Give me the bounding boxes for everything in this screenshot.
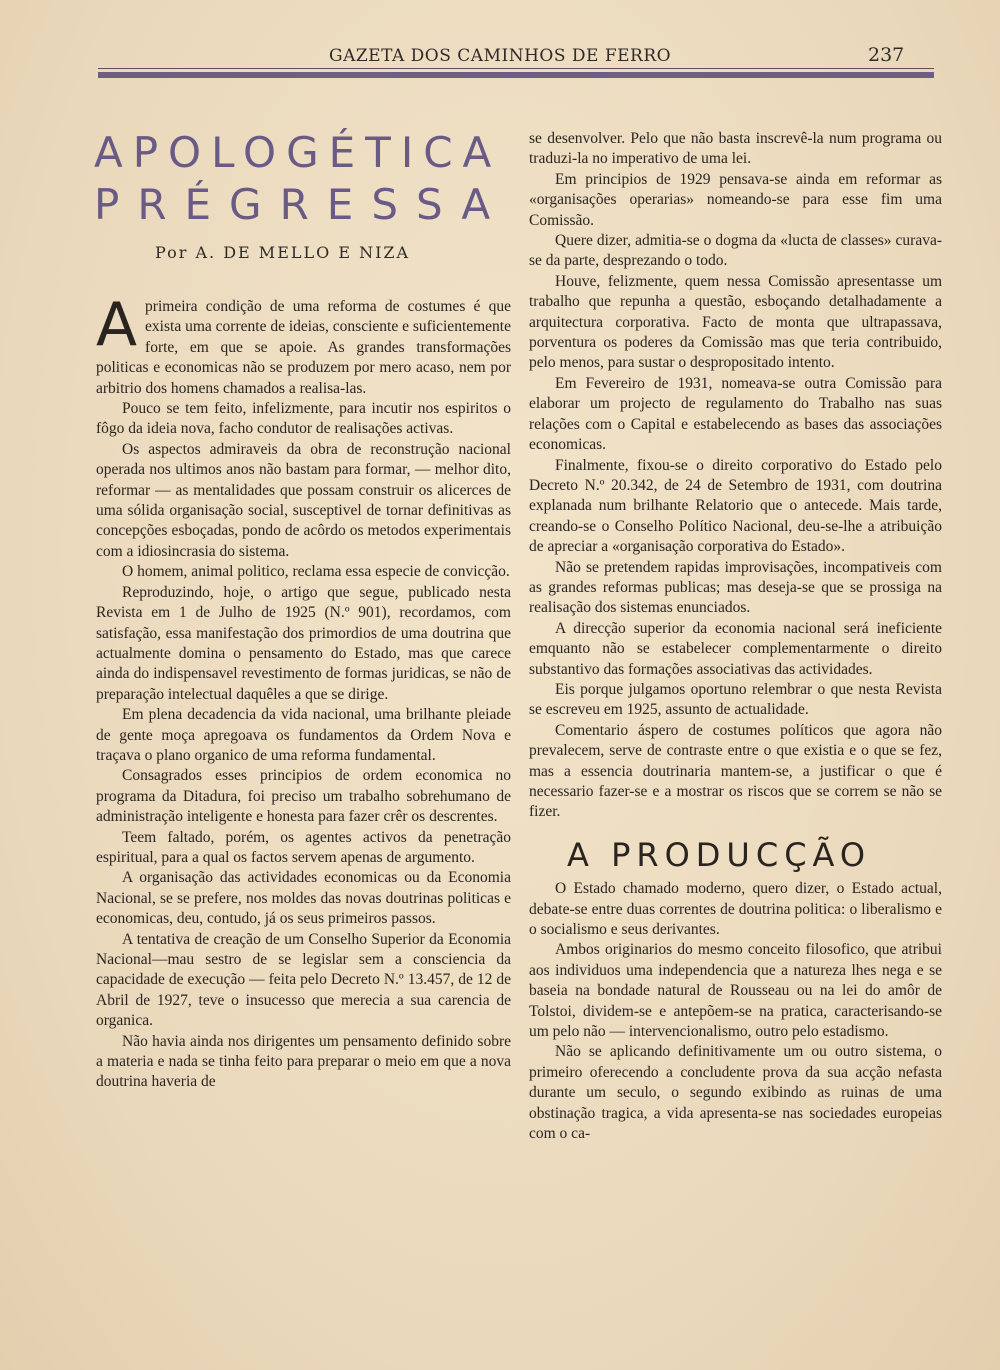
paragraph: se desenvolver. Pelo que não basta inscrevê-la num programa ou traduzi-la no imperativo de uma lei. — [529, 130, 942, 168]
page-number: 237 — [868, 44, 905, 66]
article-byline: Por A. DE MELLO E NIZA — [155, 243, 411, 262]
paragraph: Não havia ainda nos dirigentes um pensamento definido sobre a materia e nada se tinha feito para preparar o meio em que a nova doutrina haveria de — [96, 1032, 511, 1091]
header-rule-thick — [98, 72, 934, 78]
right-column — [529, 129, 942, 1145]
paragraph: O Estado chamado moderno, quero dizer, o Estado actual, debate-se entre duas correntes de doutrina politica: o liberalismo e o socialismo e seus derivantes. — [529, 880, 942, 939]
paragraph: A organisação das actividades economicas ou da Economia Nacional, se se prefere, nos moldes das novas doutrinas politicas e economicas, deu, contudo, já os seus primeiros passos. — [96, 869, 511, 928]
section-heading: A PRODUCÇÃO — [567, 835, 872, 874]
paragraph-text: primeira condição de uma reforma de costumes é que exista uma corrente de ideias, consciente e suficientemente forte, em que se apoie. As grandes transformações politicas e economicas não se produzem por mero acaso, nem por arbitrio dos homens chamados a realisa-las. — [96, 298, 511, 397]
paragraph: Teem faltado, porém, os agentes activos da penetração espiritual, para a qual os factos servem apenas de argumento. — [96, 828, 511, 866]
paragraph — [96, 290, 511, 399]
paragraph: Finalmente, fixou-se o direito corporativo do Estado pelo Decreto N.º 20.342, de 24 de Setembro de 1931, com doutrina explanada num brilhante Relatorio que o antecede. Mais tarde, creando-se o Conselho Político Nacional, deu-se-lhe a atribuição de apreciar a «organisação corporativa do Estado». — [529, 456, 942, 556]
paragraph: Os aspectos admiraveis da obra de reconstrução nacional operada nos ultimos anos não bastam para formar, — melhor dito, reformar — as mentalidades que possam construir os alicerces de uma sólida organisação social, susceptivel de tornar definitivas as concepções esboçadas, pondo de acôrdo os metodos experimentais com a idiosincrasia do sistema. — [96, 440, 511, 560]
paragraph: Consagrados esses principios de ordem economica no programa da Ditadura, foi preciso um trabalho sobrehumano de administração inteligente e honesta para fazer crêr os descrentes. — [96, 767, 511, 826]
paragraph: Quere dizer, admitia-se o dogma da «lucta de classes» curava-se da parte, desprezando o todo. — [529, 232, 942, 270]
paragraph: A tentativa de creação de um Conselho Superior da Economia Nacional—mau sestro de se legislar sem a consciencia da capacidade de execução — feita pelo Decreto N.º 13.457, de 12 de Abril de 1927, teve o insucesso que merecia a sua carencia de organica. — [96, 930, 511, 1030]
running-title: GAZETA DOS CAMINHOS DE FERRO — [329, 46, 672, 66]
paragraph: Não se aplicando definitivamente um ou outro sistema, o primeiro oferecendo a concludente prova da sua acção nefasta durante um seculo, o segundo exibindo as ruinas de uma obstinação tragica, a vida apresenta-se nas sociedades europeias com o ca- — [529, 1043, 942, 1143]
paragraph: Em plena decadencia da vida nacional, uma brilhante pleiade de gente moça apregoava os fundamentos da Ordem Nova e traçava o plano organico de uma reforma fundamental. — [96, 706, 511, 764]
paragraph: Comentario áspero de costumes políticos que agora não prevalecem, serve de contraste entre o que existia e o que se fez, mas a essencia doutrinaria mantem-se, a justificar o que é necessario fazer-se e a mostrar os riscos que se correm se não se fizer. — [529, 721, 942, 821]
paragraph: Ambos originarios do mesmo conceito filosofico, que atribui aos individuos uma independencia que a natureza lhes nega e se baseia na bondade natural de Rousseau ou na lei do amôr de Tolstoi, dividem-se e antepõem-se na pratica, caracterisando-se um pelo não — intervencionalismo, outro pelo estadismo. — [529, 941, 942, 1041]
article-title-line-2: PRÉGRESSA — [94, 180, 509, 229]
drop-cap: A — [96, 290, 138, 360]
paragraph: Em principios de 1929 pensava-se ainda em reformar as «organisações operarias» nomeando-se para esse fim uma Comissão. — [529, 170, 942, 229]
paragraph: Eis porque julgamos oportuno relembrar o que nesta Revista se escreveu em 1925, assunto de actualidade. — [529, 680, 942, 719]
paragraph: Reproduzindo, hoje, o artigo que segue, publicado nesta Revista em 1 de Julho de 1925 (N.º 901), recordamos, com satisfação, essa manifestação dos primordios de uma doutrina que actualmente domina o pensamento do Estado, mas que carece ainda do indispensavel revestimento de formas juridicas, se não de preparação intelectual daquêles a que se dirige. — [96, 583, 511, 703]
paragraph: Pouco se tem feito, infelizmente, para incutir nos espiritos o fôgo da ideia nova, facho condutor de realisações activas. — [96, 400, 511, 438]
left-column — [96, 290, 511, 1093]
paragraph: A direcção superior da economia nacional será ineficiente emquanto não se estabelecer complementarmente o direito substantivo das formações associativas das actividades. — [529, 619, 942, 678]
paragraph: Não se pretendem rapidas improvisações, incompativeis com as grandes reformas publicas; mas deseja-se que se prossiga na realisação dos sistemas enunciados. — [529, 558, 942, 617]
paragraph: Em Fevereiro de 1931, nomeava-se outra Comissão para elaborar um projecto de regulamento do Trabalho nas suas relações com o Capital e estabelecendo as bases das associações economicas. — [529, 374, 942, 454]
article-title-line-1: APOLOGÉTICA — [94, 128, 502, 177]
header-rule-thin — [98, 68, 934, 69]
paragraph: Houve, felizmente, quem nessa Comissão apresentasse um trabalho que repunha a questão, esboçando detalhadamente a arquitectura corporativa. Facto de monta que ultrapassava, porventura os poderes da Comissão mas que teria contribuido, pelo menos, para sustar o despropositado intento. — [529, 272, 942, 372]
paragraph: O homem, animal politico, reclama essa especie de convicção. — [122, 563, 510, 581]
